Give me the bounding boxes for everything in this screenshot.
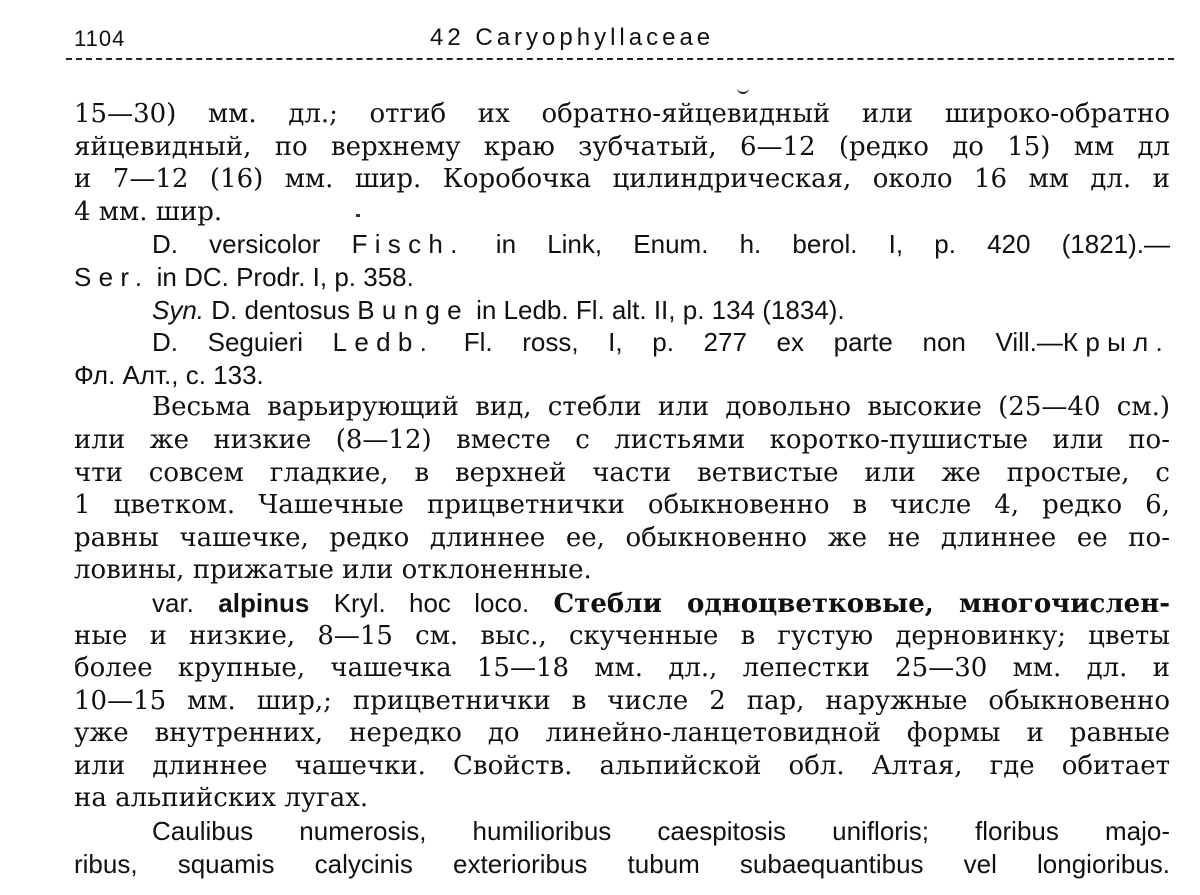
variability-line-4: 1 цветком. Чашечные прицветнички обыкновенно в числе 4, редко 6, <box>74 490 1170 521</box>
variability-line-1: Весьма варьирующий вид, стебли или довольно высокие (25—40 см.) <box>152 392 1170 423</box>
print-mark <box>737 84 749 94</box>
variety-line-2: ные и низкие, 8—15 см. выс., скученные в густую дерновинку; цветы <box>74 620 1170 651</box>
variability-line-3: чти совсем гладкие, в верхней части ветвистые или же простые, с <box>74 457 1170 488</box>
header-rule <box>66 58 1174 60</box>
running-title: 42 Caryophyllaceae <box>430 24 715 51</box>
variability-line-5: равны чашечке, редко длиннее ее, обыкновенно же не длиннее ее по- <box>74 522 1170 553</box>
citation-line-2: Ser. in DC. Prodr. I, p. 358. <box>74 261 414 292</box>
latin-line-1: Caulibus numerosis, humilioribus caespitosis unifloris; floribus majo- <box>152 816 1170 847</box>
variety-line-6: или длиннее чашечки. Свойств. альпийской обл. Алтая, где обитает <box>74 750 1170 781</box>
citation-line-1: D. versicolor Fisch. in Link, Enum. h. berol. I, p. 420 (1821).— <box>152 229 1170 260</box>
body-text <box>74 98 1170 880</box>
citation-line-3: D. Seguieri Ledb. Fl. ross, I, p. 277 ex parte non Vill.—Крыл. <box>152 327 1170 358</box>
variety-line-7: на альпийских лугах. <box>74 783 369 814</box>
desc-line-1: 15—30) мм. дл.; отгиб их обратно-яйцевидный или широко-обратно <box>74 99 1170 129</box>
latin-line-2: ribus, squamis calycinis exterioribus tubum subaequantibus vel longioribus. <box>74 848 1170 879</box>
synonym-line: Syn. D. dentosus Bunge in Ledb. Fl. alt. II, p. 134 (1834). <box>152 294 845 325</box>
page-number: 1104 <box>74 26 126 51</box>
variety-line-5: уже внутренних, нередко до линейно-ланцетовидной формы и равные <box>74 718 1170 749</box>
variety-line-1: var. alpinus Kryl. hoc loco. Стебли одноцветковые, многочислен- <box>152 587 1170 619</box>
variety-line-4: 10—15 мм. шир,; прицветнички в числе 2 пар, наружные обыкновенно <box>74 685 1170 716</box>
desc-line-4: 4 мм. шир. <box>74 196 223 227</box>
desc-line-2: яйцевидный, по верхнему краю зубчатый, 6—12 (редко до 15) мм дл <box>74 131 1170 162</box>
citation-line-4: Фл. Алт., с. 133. <box>74 359 264 390</box>
desc-line-3: и 7—12 (16) мм. шир. Коробочка цилиндрическая, около 16 мм дл. и <box>74 164 1170 195</box>
variability-line-6: ловины, прижатые или отклоненные. <box>74 555 592 586</box>
variety-line-3: более крупные, чашечка 15—18 мм. дл., лепестки 25—30 мм. дл. и <box>74 653 1170 684</box>
running-head <box>74 20 1174 60</box>
variability-line-2: или же низкие (8—12) вместе с листьями коротко-пушистые или по- <box>74 424 1170 455</box>
